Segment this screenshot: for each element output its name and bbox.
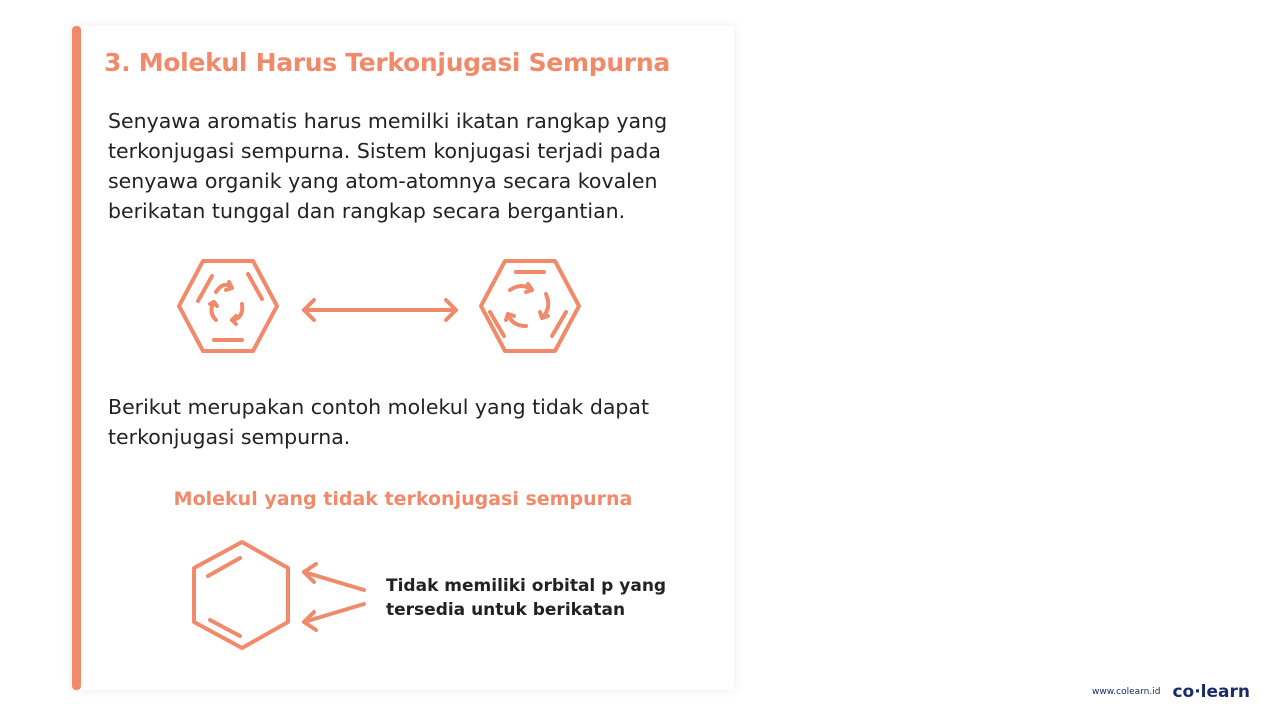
brand-url: www.colearn.id [1092,687,1161,697]
paragraph-conjugation: Senyawa aromatis harus memilki ikatan rangkap yang terkonjugasi sempurna. Sistem konjugasi terjadi pada senyawa organik yang atom-atomnya secara kovalen berikatan tunggal dan rangkap secara bergantian. [108,109,668,223]
figure-title: Molekul yang tidak terkonjugasi sempurna [173,488,633,510]
content-card [72,26,734,690]
benzene-structure-left [179,261,277,351]
cyclohexadiene-diagram [182,540,372,652]
brand-footer [1092,682,1250,702]
resonance-double-arrow [304,300,456,320]
accent-bar [72,26,81,690]
benzene-structure-right [481,261,579,351]
figure-note-line1: Tidak memiliki orbital p yang [386,576,667,596]
figure-note [386,574,666,622]
paragraph-example: Berikut merupakan contoh molekul yang tidak dapat terkonjugasi sempurna. [108,395,650,449]
pointer-arrows [304,564,364,630]
slide-title: 3. Molekul Harus Terkonjugasi Sempurna [104,48,670,77]
colearn-logo: co·learn [1172,682,1250,702]
figure-note-line2: tersedia untuk berikatan [386,600,626,620]
benzene-resonance-diagram [174,254,604,358]
